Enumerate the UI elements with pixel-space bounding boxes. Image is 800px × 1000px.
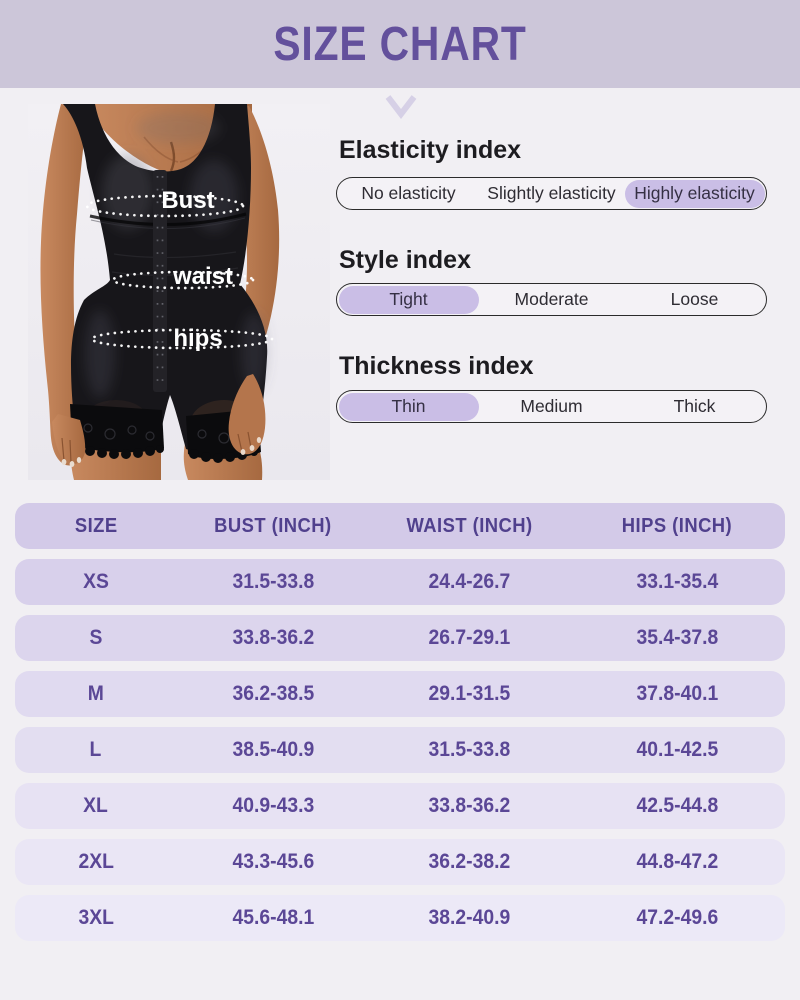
table-cell: 40.1-42.5 — [636, 738, 718, 761]
table-cell: 36.2-38.5 — [232, 682, 314, 705]
table-cell: 35.4-37.8 — [636, 626, 718, 649]
table-row-2xl — [15, 839, 785, 885]
style-index-options — [336, 283, 767, 316]
option-highly-elasticity: Highly elasticity — [625, 180, 765, 208]
thickness-index-options — [336, 390, 767, 423]
table-row-xs — [15, 559, 785, 605]
chevron-down-icon — [385, 94, 417, 120]
waist-label: waist — [172, 263, 234, 290]
table-cell: 42.5-44.8 — [636, 794, 718, 817]
table-cell: 31.5-33.8 — [428, 738, 511, 761]
table-cell: 3XL — [78, 906, 114, 929]
table-row-xl — [15, 783, 785, 829]
table-cell: 26.7-29.1 — [428, 626, 511, 649]
table-cell: L — [89, 738, 102, 761]
option-loose: Loose — [670, 289, 719, 309]
elasticity-index-options — [336, 177, 767, 210]
table-cell: 45.6-48.1 — [232, 906, 314, 929]
header-cell-size: SIZE — [74, 514, 118, 537]
option-tight: Tight — [339, 286, 479, 314]
elasticity-index-title: Elasticity index — [339, 136, 522, 164]
table-cell: 33.8-36.2 — [232, 626, 314, 649]
table-row-s — [15, 615, 785, 661]
table-cell: XS — [82, 570, 109, 593]
option-thin: Thin — [339, 393, 479, 421]
header-cell-bust: BUST (INCH) — [214, 514, 332, 537]
table-cell: M — [87, 682, 104, 705]
table-cell: 36.2-38.2 — [428, 850, 511, 873]
option-slightly-elasticity: Slightly elasticity — [487, 183, 616, 203]
bust-label: Bust — [161, 187, 215, 214]
table-cell: 24.4-26.7 — [428, 570, 511, 593]
header-cell-hips: HIPS (INCH) — [621, 514, 733, 537]
option-no-elasticity: No elasticity — [361, 183, 456, 203]
table-cell: 38.5-40.9 — [232, 738, 314, 761]
thickness-index-title: Thickness index — [339, 352, 534, 380]
table-cell: 43.3-45.6 — [232, 850, 314, 873]
table-cell: 2XL — [78, 850, 114, 873]
table-cell: 33.8-36.2 — [428, 794, 511, 817]
table-row-m — [15, 671, 785, 717]
table-cell: 37.8-40.1 — [636, 682, 718, 705]
style-index-title: Style index — [339, 246, 471, 274]
table-row-l — [15, 727, 785, 773]
table-cell: 47.2-49.6 — [636, 906, 718, 929]
table-cell: 38.2-40.9 — [428, 906, 511, 929]
table-cell: S — [89, 626, 103, 649]
table-cell: 33.1-35.4 — [636, 570, 718, 593]
title-band — [0, 0, 800, 88]
model-photo — [28, 104, 330, 480]
table-header-row — [15, 503, 785, 549]
option-medium: Medium — [520, 396, 583, 416]
hips-label: hips — [173, 325, 223, 352]
option-moderate: Moderate — [514, 289, 589, 309]
option-thick: Thick — [673, 396, 716, 416]
page-title: SIZE CHART — [273, 17, 527, 71]
table-row-3xl — [15, 895, 785, 941]
header-cell-waist: WAIST (INCH) — [406, 514, 533, 537]
table-cell: 40.9-43.3 — [232, 794, 314, 817]
table-cell: XL — [83, 794, 109, 817]
table-cell: 44.8-47.2 — [636, 850, 718, 873]
table-cell: 29.1-31.5 — [428, 682, 511, 705]
table-cell: 31.5-33.8 — [232, 570, 314, 593]
